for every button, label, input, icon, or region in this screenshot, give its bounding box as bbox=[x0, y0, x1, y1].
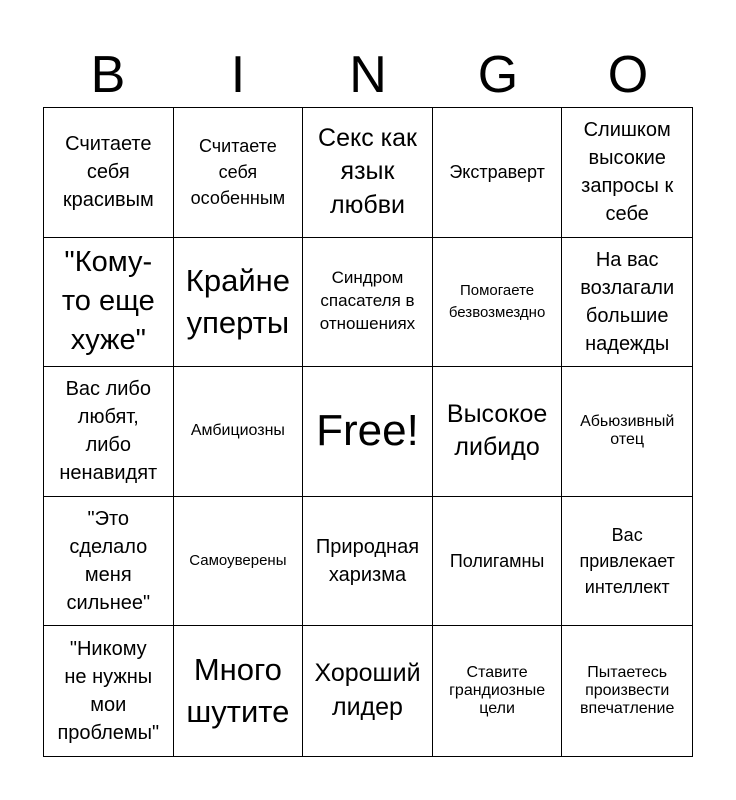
bingo-cell[interactable]: Слишком высокие запросы к себе bbox=[562, 108, 692, 238]
bingo-cell[interactable]: Помогаете безвозмездно bbox=[433, 238, 563, 368]
bingo-cell[interactable]: Высокое либидо bbox=[433, 367, 563, 497]
bingo-cell[interactable]: Амбициозны bbox=[174, 367, 304, 497]
free-space-cell[interactable]: Free! bbox=[303, 367, 433, 497]
bingo-cell[interactable]: Вас привлекает интеллект bbox=[562, 497, 692, 627]
bingo-cell[interactable]: "Кому- то еще хуже" bbox=[44, 238, 174, 368]
bingo-cell[interactable]: Полигамны bbox=[433, 497, 563, 627]
header-letter-o: O bbox=[607, 46, 649, 104]
bingo-cell[interactable]: Природная харизма bbox=[303, 497, 433, 627]
bingo-cell[interactable]: Экстраверт bbox=[433, 108, 563, 238]
bingo-cell[interactable]: "Это сделало меня сильнее" bbox=[44, 497, 174, 627]
bingo-cell[interactable]: Считаете себя особенным bbox=[174, 108, 304, 238]
bingo-cell[interactable]: На вас возлагали большие надежды bbox=[562, 238, 692, 368]
bingo-cell[interactable]: Пытаетесь произвести впечатление bbox=[580, 663, 675, 718]
bingo-cell[interactable]: "Никому не нужны мои проблемы" bbox=[44, 626, 174, 756]
bingo-cell[interactable]: Много шутите bbox=[174, 626, 304, 756]
header-letter-i: I bbox=[230, 46, 246, 104]
header-letter-b: B bbox=[90, 46, 126, 104]
bingo-header bbox=[43, 44, 693, 106]
bingo-cell[interactable]: Вас либо любят, либо ненавидят bbox=[44, 367, 174, 497]
bingo-cell[interactable]: Хороший лидер bbox=[303, 626, 433, 756]
bingo-cell[interactable]: Крайне уперты bbox=[174, 238, 304, 368]
bingo-cell[interactable]: Секс как язык любви bbox=[303, 108, 433, 238]
bingo-cell[interactable]: Синдром спасателя в отношениях bbox=[303, 238, 433, 368]
bingo-cell[interactable]: Абьюзивный отец bbox=[562, 367, 692, 497]
bingo-cell[interactable]: Считаете себя красивым bbox=[44, 108, 174, 238]
bingo-board bbox=[43, 107, 693, 757]
header-letter-g: G bbox=[477, 46, 519, 104]
header-letter-n: N bbox=[349, 46, 387, 104]
bingo-cell[interactable]: Самоуверены bbox=[174, 497, 304, 627]
bingo-cell[interactable]: Ставите грандиозные цели bbox=[433, 626, 563, 756]
